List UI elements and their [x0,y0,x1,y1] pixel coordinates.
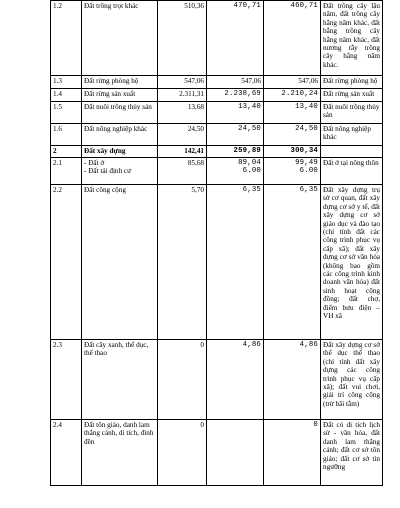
table-row [51,124,383,146]
area-plan-2: 300,34 [264,146,321,158]
land-description: Đất có di tích lịch sử - văn hóa, đất danh lam thắng cảnh; đất cơ sở tôn giáo; đất cơ sở tín ngưỡng [321,420,383,486]
area-plan-2: 547,06 [264,76,321,89]
land-type: Đất nông nghiệp khác [82,124,158,146]
row-number: 1.5 [51,102,82,124]
area-current: 24,50 [158,124,207,146]
area-plan-2: 6,35 [264,185,321,340]
land-type: Đất xây dựng [82,146,158,158]
land-description: Đất xây dựng trụ sở cơ quan, đất xây dựng cơ sở y tế, đất xây dựng cơ sở giáo dục và đào tạo (chỉ tính đất các công trình phục vụ cấp xã); đất xây dựng cơ sở văn hóa (không bao gồm các công trình kinh doanh văn hóa) đất sinh hoạt cộng đồng; đất chợ, điểm bưu điện – VH xã [321,185,383,340]
land-type: Đất tôn giáo, danh lam thắng cảnh, di tích, đình đền [82,420,158,486]
table-row [51,89,383,102]
area-plan-1 [207,158,264,185]
row-number: 1.4 [51,89,82,102]
table-row [51,1,383,76]
land-description: Đất trồng cây lâu năm, đất trồng cây hằng năm khác, đất bằng trồng cây hằng năm khác, đất nương rẫy trồng cây hằng năm khác. [321,1,383,76]
row-number: 2.1 [51,158,82,185]
area-plan-1: 2.238,69 [207,89,264,102]
land-subtype-residential: - Đất ở [84,159,105,167]
table-row [51,185,383,340]
area-current: 510,36 [158,1,207,76]
area-plan-2: 0 [264,420,321,486]
area-plan-1-resettlement: 6.00 [242,167,261,176]
area-plan-2-resettlement: 6.00 [299,167,318,176]
area-plan-1 [207,420,264,486]
table-row [51,146,383,158]
area-current: 142,41 [158,146,207,158]
row-number: 1.3 [51,76,82,89]
land-use-table [50,0,383,486]
table-row [51,76,383,89]
area-current: 0 [158,340,207,420]
area-plan-2-residential: 99,49 [295,159,318,167]
land-description: Đất nông nghiệp khác [321,124,383,146]
area-plan-1: 547,06 [207,76,264,89]
area-plan-2 [264,158,321,185]
row-number: 2.2 [51,185,82,340]
table-row [51,340,383,420]
land-description: Đất rừng sản xuất [321,89,383,102]
land-description [321,146,383,158]
area-plan-1: 470,71 [207,1,264,76]
area-plan-1: 6,35 [207,185,264,340]
land-subtype-resettlement: - Đất tái định cư [84,167,132,176]
area-plan-1: 259,89 [207,146,264,158]
area-plan-2: 2.210,24 [264,89,321,102]
area-plan-1-residential: 89,04 [238,159,261,167]
area-plan-2: 24,50 [264,124,321,146]
land-type: Đất nuôi trồng thủy sản [82,102,158,124]
row-number: 2 [51,146,82,158]
row-number: 1.6 [51,124,82,146]
row-number: 2.3 [51,340,82,420]
row-number: 1.2 [51,1,82,76]
land-type: Đất cây xanh, thể dục, thể thao [82,340,158,420]
area-current: 0 [158,420,207,486]
area-current: 547,06 [158,76,207,89]
area-current: 85,68 [158,158,207,185]
area-plan-2: 460,71 [264,1,321,76]
table-row [51,102,383,124]
land-type [82,158,158,185]
area-current: 5,70 [158,185,207,340]
area-plan-1: 13,40 [207,102,264,124]
area-current: 13,68 [158,102,207,124]
row-number: 2.4 [51,420,82,486]
land-type: Đất rừng sản xuất [82,89,158,102]
land-description: Đất nuôi trồng thủy sản [321,102,383,124]
area-plan-2: 4,86 [264,340,321,420]
table-row [51,158,383,185]
area-plan-2: 13,40 [264,102,321,124]
area-plan-1: 24,50 [207,124,264,146]
table-row [51,420,383,486]
land-description: Đất rừng phòng hộ [321,76,383,89]
area-plan-1: 4,86 [207,340,264,420]
land-type: Đất trồng trọt khác [82,1,158,76]
land-type: Đất công cộng [82,185,158,340]
area-current: 2.311,31 [158,89,207,102]
land-description: Đất ở tại nông thôn [321,158,383,185]
land-description: Đất xây dựng cơ sở thể dục thể thao (chỉ tính đất xây dựng các công trình phục vụ cấp xã); đất vui chơi, giải trí công cộng (trừ bãi tắm) [321,340,383,420]
land-type: Đất rừng phòng hộ [82,76,158,89]
